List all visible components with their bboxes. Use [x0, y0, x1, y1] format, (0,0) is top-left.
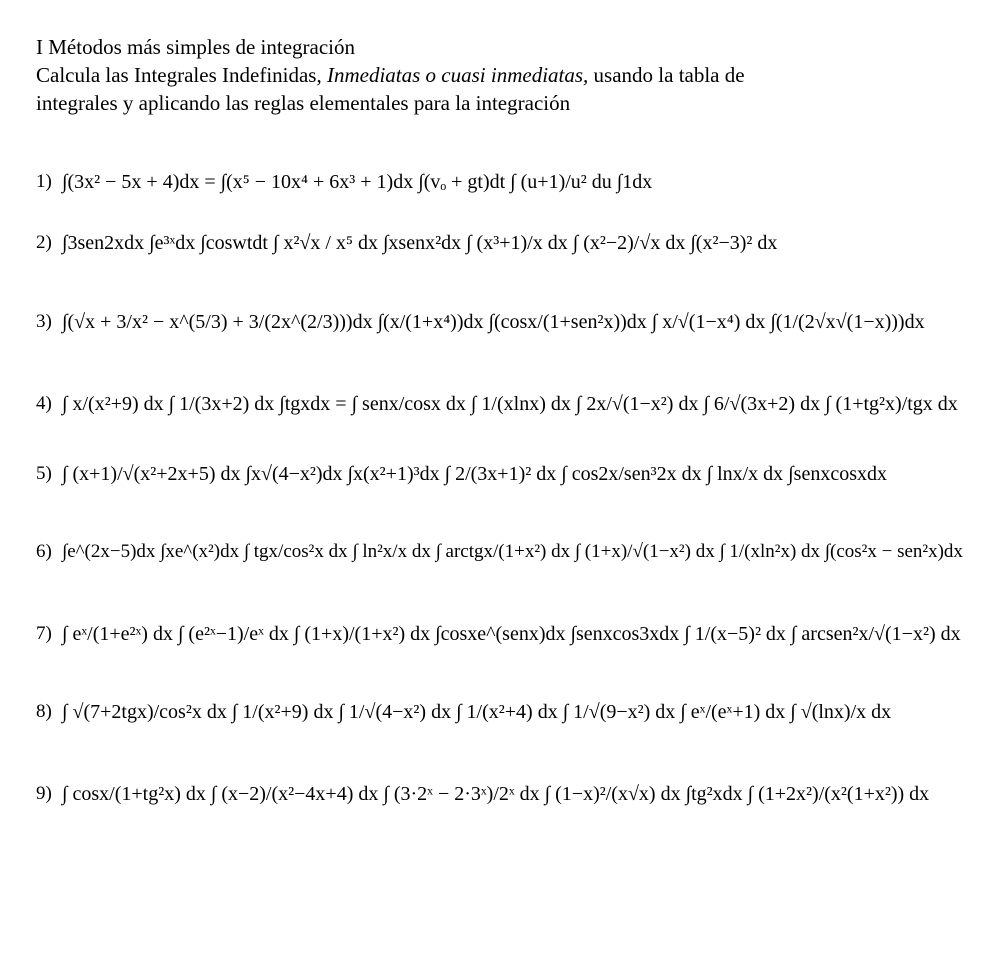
- exercise-integrals: ∫e^(2x−5)dx ∫xe^(x²)dx ∫ tgx/cos²x dx ∫ ln²x/x dx ∫ arctgx/(1+x²) dx ∫ (1+x)/√(1−x²) dx ∫ 1/(xln²x) dx ∫(cos²x − sen²x)dx: [62, 541, 963, 562]
- instructions-line-1: [36, 62, 745, 88]
- exercise-row: [36, 211, 986, 275]
- exercise-row: [36, 442, 986, 506]
- exercise-number: 8): [36, 701, 52, 722]
- instructions-part2: usando la tabla de: [588, 63, 745, 87]
- exercise-number: 3): [36, 311, 52, 332]
- instructions-line-2: integrales y aplicando las reglas elementales para la integración: [36, 91, 571, 115]
- instructions-emphasis: Inmediatas o cuasi inmediatas,: [326, 63, 589, 87]
- exercise-row: [36, 520, 986, 584]
- exercise-row: [36, 762, 986, 826]
- exercise-integrals: ∫ x/(x²+9) dx ∫ 1/(3x+2) dx ∫tgxdx = ∫ senx/cosx dx ∫ 1/(xlnx) dx ∫ 2x/√(1−x²) dx ∫ 6/√(3x+2) dx ∫ (1+tg²x)/tgx dx: [62, 392, 958, 415]
- exercise-integrals: ∫ cosx/(1+tg²x) dx ∫ (x−2)/(x²−4x+4) dx ∫ (3·2ˣ − 2·3ˣ)/2ˣ dx ∫ (1−x)²/(x√x) dx ∫tg²xdx ∫ (1+2x²)/(x²(1+x²)) dx: [62, 782, 930, 805]
- exercise-number: 6): [36, 541, 52, 562]
- exercise-integrals: ∫ eˣ/(1+e²ˣ) dx ∫ (e²ˣ−1)/eˣ dx ∫ (1+x)/(1+x²) dx ∫cosxe^(senx)dx ∫senxcos3xdx ∫ 1/(x−5)² dx ∫ arcsen²x/√(1−x²) dx: [62, 622, 961, 645]
- exercise-row: [36, 290, 986, 354]
- exercise-row: [36, 150, 986, 214]
- exercise-number: 2): [36, 232, 52, 253]
- exercise-number: 4): [36, 393, 52, 414]
- instructions-part1: Calcula las Integrales Indefinidas,: [36, 63, 327, 87]
- exercise-number: 9): [36, 783, 52, 804]
- exercise-integrals: ∫(3x² − 5x + 4)dx = ∫(x⁵ − 10x⁴ + 6x³ + 1)dx ∫(vₒ + gt)dt ∫ (u+1)/u² du ∫1dx: [62, 170, 653, 193]
- exercise-number: 7): [36, 623, 52, 644]
- exercise-integrals: ∫(√x + 3/x² − x^(5/3) + 3/(2x^(2/3)))dx ∫(x/(1+x⁴))dx ∫(cosx/(1+sen²x))dx ∫ x/√(1−x⁴) dx ∫(1/(2√x√(1−x)))dx: [62, 310, 925, 333]
- exercise-integrals: ∫3sen2xdx ∫e³ˣdx ∫coswtdt ∫ x²√x / x⁵ dx ∫xsenx²dx ∫ (x³+1)/x dx ∫ (x²−2)/√x dx ∫(x²−3)² dx: [62, 231, 778, 254]
- exercise-row: [36, 602, 986, 666]
- exercise-row: [36, 372, 986, 436]
- exercise-number: 1): [36, 171, 52, 192]
- exercise-integrals: ∫ √(7+2tgx)/cos²x dx ∫ 1/(x²+9) dx ∫ 1/√(4−x²) dx ∫ 1/(x²+4) dx ∫ 1/√(9−x²) dx ∫ eˣ/(eˣ+1) dx ∫ √(lnx)/x dx: [62, 700, 892, 723]
- exercise-number: 5): [36, 463, 52, 484]
- exercise-row: [36, 680, 986, 744]
- page-title: I Métodos más simples de integración: [36, 35, 356, 59]
- exercise-integrals: ∫ (x+1)/√(x²+2x+5) dx ∫x√(4−x²)dx ∫x(x²+1)³dx ∫ 2/(3x+1)² dx ∫ cos2x/sen³2x dx ∫ lnx/x dx ∫senxcosxdx: [62, 462, 887, 485]
